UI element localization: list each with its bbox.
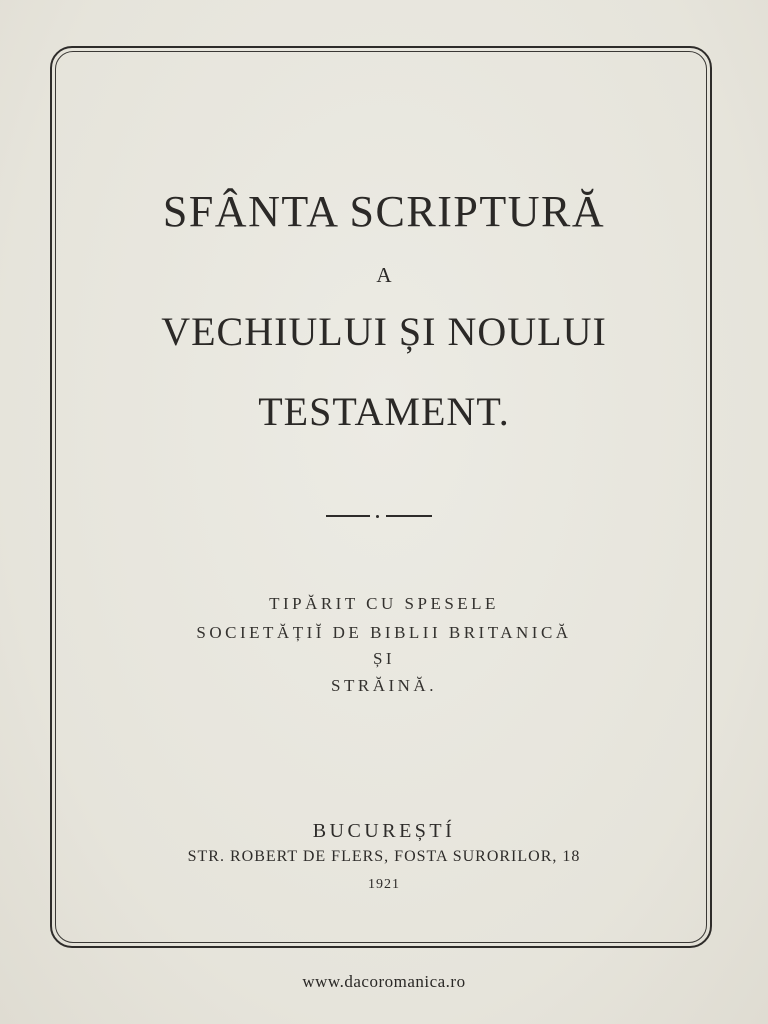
publication-year: 1921 bbox=[368, 877, 400, 892]
book-title: SFÂNTA SCRIPTURĂ bbox=[162, 187, 606, 236]
book-title-connector: A bbox=[376, 263, 392, 287]
ornament-dot bbox=[376, 515, 379, 518]
imprint-line-1: TIPĂRIT CU SPESELE bbox=[269, 594, 499, 613]
imprint-line-4: STRĂINĂ. bbox=[331, 676, 437, 695]
ornament-divider bbox=[326, 513, 432, 519]
ornament-dash-left bbox=[326, 515, 370, 517]
source-website: www.dacoromanica.ro bbox=[302, 972, 466, 991]
imprint-line-2: SOCIETĂȚIĬ DE BIBLII BRITANICĂ bbox=[196, 623, 572, 642]
book-subtitle: VECHIULUI ȘI NOULUI bbox=[161, 309, 607, 354]
book-subtitle-end: TESTAMENT. bbox=[258, 389, 510, 434]
ornament-dash-right bbox=[386, 515, 432, 517]
publisher-city: BUCUREȘTÍ bbox=[312, 820, 456, 842]
publisher-address: STR. ROBERT DE FLERS, FOSTA SURORILOR, 18 bbox=[187, 848, 581, 865]
page-border-inner bbox=[55, 51, 707, 943]
imprint-line-3: ȘI bbox=[372, 649, 396, 668]
